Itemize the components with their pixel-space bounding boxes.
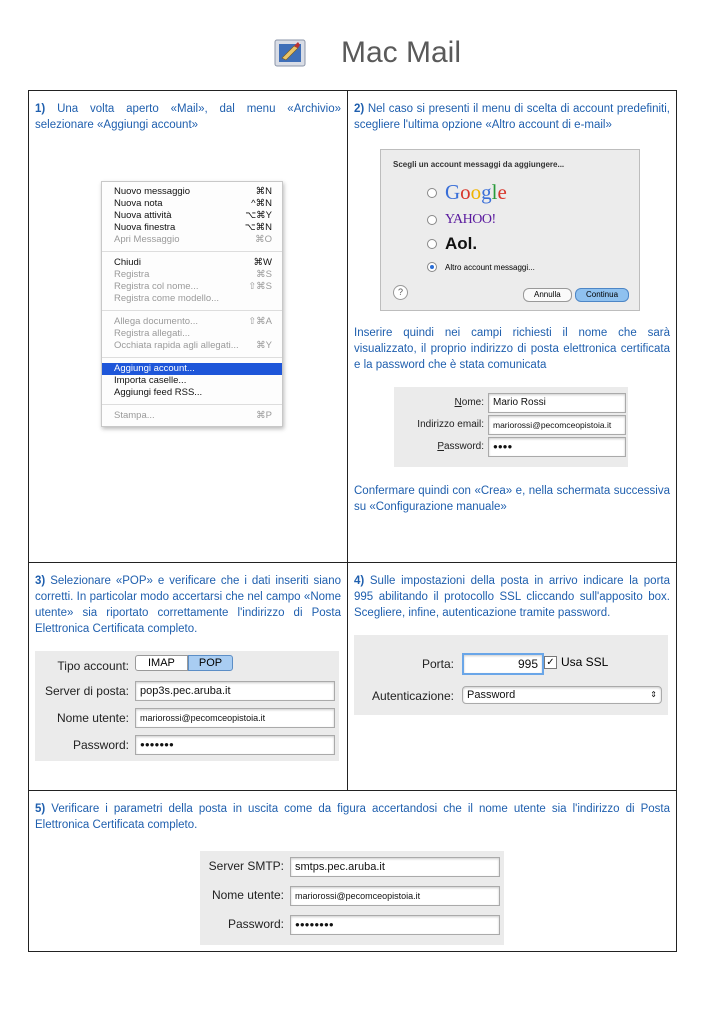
cancel-button[interactable]: Annulla (523, 288, 572, 302)
password-label: Password: (72, 738, 129, 752)
port-field[interactable]: 995 (462, 653, 544, 675)
menu-item-label: Allega documento... (114, 316, 198, 327)
incoming-port-form (354, 635, 668, 715)
user-label: Nome utente: (211, 888, 284, 902)
smtp-field[interactable]: smtps.pec.aruba.it (290, 857, 500, 877)
server-label: Server di posta: (44, 684, 129, 698)
step4-text: 4) Sulle impostazioni della posta in arrivo indicare la porta 995 abilitando il protocollo SSL cliccando sull'apposito box. Scegliere, infine, autenticazione tramite password. (354, 575, 670, 619)
option-yahoo[interactable] (427, 212, 496, 228)
step3-text: 3) Selezionare «POP» e verificare che i dati inseriti siano corretti. In particolar modo accertarsi che nel campo «Nome utente» sia riportato correttamente l'indirizzo di Posta Elettronica Certificata completo. (35, 575, 341, 635)
port-label: Porta: (421, 657, 454, 671)
option-other-label: Altro account messaggi... (445, 262, 535, 272)
menu-item[interactable] (102, 328, 282, 340)
radio-icon[interactable] (427, 188, 437, 198)
menu-item-label: Aggiungi feed RSS... (114, 387, 203, 398)
user-label: Nome utente: (56, 711, 129, 725)
ssl-label: Usa SSL (561, 655, 609, 669)
menu-separator (102, 310, 282, 311)
account-type-segment (135, 655, 233, 671)
menu-item-label: Registra allegati... (114, 328, 191, 339)
auth-label: Autenticazione: (371, 689, 454, 703)
menu-item-label: Nuovo messaggio (114, 186, 191, 197)
name-label: Nome: (454, 397, 484, 408)
password-label: Password: (437, 441, 484, 452)
continue-button[interactable]: Continua (575, 288, 629, 302)
mail-stamp-icon (272, 36, 310, 70)
menu-item[interactable] (102, 316, 282, 328)
menu-item-shortcut: ⇧⌘A (248, 316, 272, 327)
server-field[interactable]: pop3s.pec.aruba.it (135, 681, 335, 701)
menu-item-label: Nuova attività (114, 210, 172, 221)
menu-item[interactable] (102, 375, 282, 387)
menu-item-label: Nuova finestra (114, 222, 176, 233)
aol-logo: Aol. (445, 234, 478, 253)
user-field[interactable]: mariorossi@pecomceopistoia.it (135, 708, 335, 728)
menu-item-label: Registra come modello... (114, 293, 220, 304)
step5-text: 5) Verificare i parametri della posta in uscita come da figura accertandosi che il nome utente sia l'indirizzo di Posta Elettronica Certificata completo. (35, 803, 670, 831)
radio-selected-icon[interactable] (427, 262, 437, 272)
menu-separator (102, 251, 282, 252)
account-chooser-dialog (380, 149, 640, 311)
menu-item[interactable] (102, 186, 282, 198)
auth-select[interactable] (462, 686, 662, 704)
outgoing-smtp-form (200, 851, 504, 945)
account-info-form (394, 387, 628, 467)
email-label: Indirizzo email: (417, 419, 484, 430)
step2-cell (348, 91, 677, 563)
menu-item[interactable] (102, 281, 282, 293)
menu-item[interactable] (102, 387, 282, 399)
menu-item-shortcut: ⌘Y (256, 340, 272, 351)
checkmark-icon[interactable]: ✓ (544, 656, 557, 669)
menu-item-shortcut: ⌘W (253, 257, 272, 268)
menu-item[interactable] (102, 363, 282, 375)
radio-icon[interactable] (427, 215, 437, 225)
password-field[interactable]: ●●●● (488, 437, 626, 457)
step2-text: 2) Nel caso si presenti il menu di scelta di account predefiniti, scegliere l'ultima opzione «Altro account di e-mail» (354, 103, 670, 131)
step4-cell (348, 563, 677, 791)
smtp-label: Server SMTP: (208, 859, 284, 873)
menu-item[interactable] (102, 198, 282, 210)
menu-item[interactable] (102, 210, 282, 222)
menu-item[interactable] (102, 293, 282, 305)
menu-item-label: Occhiata rapida agli allegati... (114, 340, 239, 351)
option-aol[interactable] (427, 234, 477, 254)
step2-text-3: Confermare quindi con «Crea» e, nella schermata successiva su «Configurazione manuale» (354, 485, 670, 513)
google-logo: Google (445, 180, 507, 204)
auth-value: Password (467, 689, 516, 701)
menu-item[interactable] (102, 234, 282, 246)
password-field[interactable]: ●●●●●●● (135, 735, 335, 755)
ssl-checkbox-row[interactable] (544, 655, 608, 669)
step5-cell (29, 791, 677, 952)
password-field[interactable]: ●●●●●●●● (290, 915, 500, 935)
email-field[interactable]: mariorossi@pecomceopistoia.it (488, 415, 626, 435)
menu-item[interactable] (102, 340, 282, 352)
menu-item[interactable] (102, 257, 282, 269)
menu-item[interactable] (102, 410, 282, 422)
menu-item-label: Nuova nota (114, 198, 163, 209)
menu-item-shortcut: ⇧⌘S (248, 281, 272, 292)
menu-item-label: Apri Messaggio (114, 234, 180, 245)
menu-item-shortcut: ⌘O (255, 234, 272, 245)
instructions-table (28, 90, 677, 952)
name-field[interactable]: Mario Rossi (488, 393, 626, 413)
step1-cell (29, 91, 348, 563)
incoming-account-form (35, 651, 339, 761)
radio-icon[interactable] (427, 239, 437, 249)
password-label: Password: (227, 917, 284, 931)
step1-text: 1) Una volta aperto «Mail», dal menu «Archivio» selezionare «Aggiungi account» (35, 103, 341, 131)
menu-item-shortcut: ⌥⌘N (244, 222, 272, 233)
menu-item-label: Registra (114, 269, 150, 280)
menu-item-shortcut: ⌘N (255, 186, 272, 197)
menu-item[interactable] (102, 222, 282, 234)
menu-item-label: Aggiungi account... (114, 363, 195, 374)
menu-item-label: Chiudi (114, 257, 141, 268)
menu-item-shortcut: ⌘S (256, 269, 272, 280)
pop-button[interactable]: POP (188, 655, 233, 671)
imap-button[interactable]: IMAP (135, 655, 188, 671)
menu-item-label: Registra col nome... (114, 281, 199, 292)
yahoo-logo: YAHOO! (445, 212, 496, 227)
user-field[interactable]: mariorossi@pecomceopistoia.it (290, 886, 500, 906)
menu-separator (102, 357, 282, 358)
menu-item[interactable] (102, 269, 282, 281)
menu-item-label: Stampa... (114, 410, 155, 421)
page-header (0, 28, 725, 88)
page-title: Mac Mail (341, 36, 462, 69)
menu-item-label: Importa caselle... (114, 375, 187, 386)
step3-cell (29, 563, 348, 791)
archivio-menu (101, 181, 283, 427)
option-other[interactable] (427, 262, 535, 272)
menu-separator (102, 404, 282, 405)
menu-item-shortcut: ⌥⌘Y (245, 210, 272, 221)
option-google[interactable] (427, 180, 507, 205)
updown-arrows-icon: ⇕ (650, 690, 657, 699)
step2-text-2: Inserire quindi nei campi richiesti il nome che sarà visualizzato, il proprio indirizzo di posta elettronica certificata e la password che è stata comunicata (354, 327, 670, 371)
type-label: Tipo account: (57, 659, 129, 673)
menu-item-shortcut: ^⌘N (251, 198, 272, 209)
menu-item-shortcut: ⌘P (256, 410, 272, 421)
help-icon[interactable]: ? (393, 285, 408, 300)
dialog-heading: Scegli un account messaggi da aggiungere... (393, 160, 565, 169)
